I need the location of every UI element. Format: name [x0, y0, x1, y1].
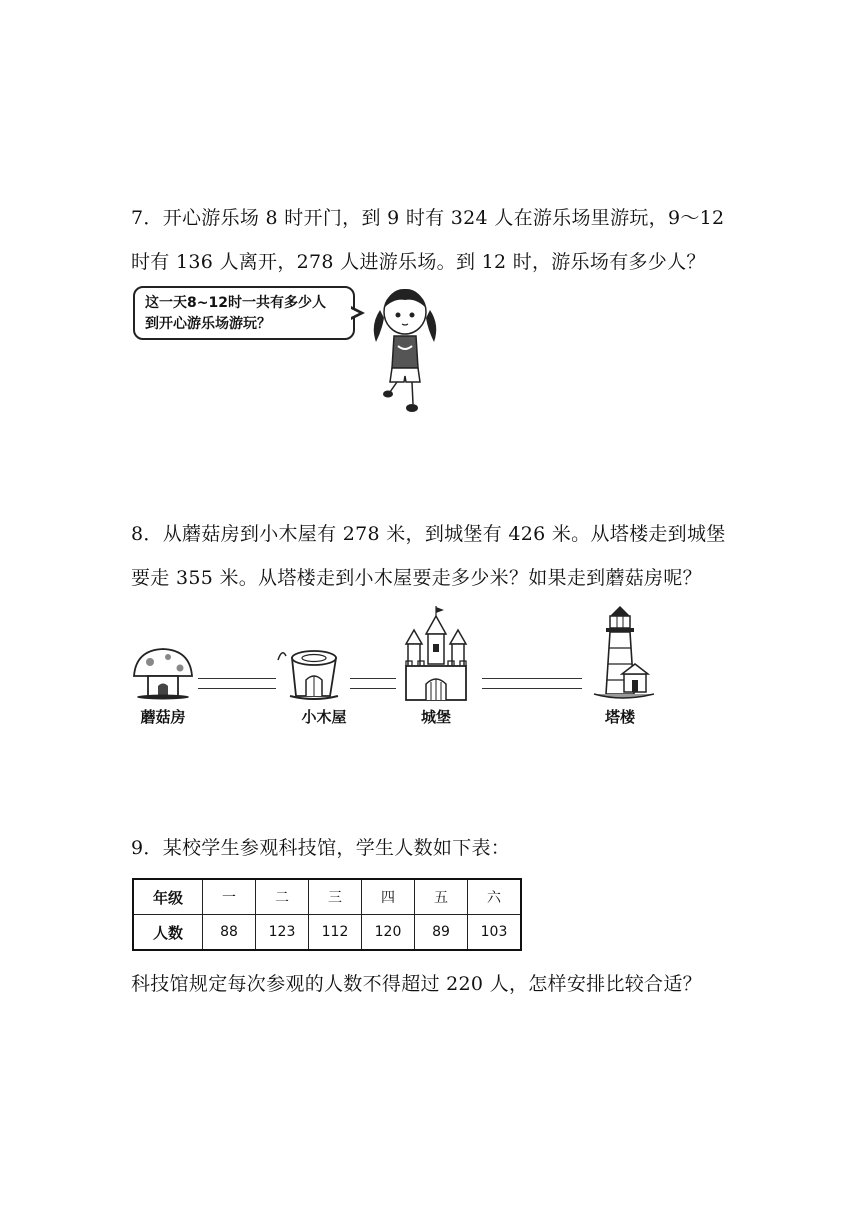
label-castle: 城堡	[420, 708, 451, 726]
table-cell: 112	[309, 915, 362, 951]
table-cell: 103	[468, 915, 522, 951]
tree-stump-house-icon	[274, 646, 348, 702]
table-cell: 120	[362, 915, 415, 951]
table-cell: 一	[203, 879, 256, 915]
label-wooden-hut: 小木屋	[301, 708, 347, 726]
girl-illustration	[370, 280, 440, 418]
road-line	[482, 678, 582, 679]
table-row	[133, 879, 521, 915]
label-tower: 塔楼	[604, 708, 635, 726]
road-line	[198, 688, 276, 689]
q9-question: 科技馆规定每次参观的人数不得超过 220 人，怎样安排比较合适？	[131, 973, 702, 995]
road-line	[482, 688, 582, 689]
speech-bubble-tail	[351, 306, 365, 320]
bubble-line-1: 这一天8~12时一共有多少人	[145, 295, 326, 311]
q8-line-2: 要走 355 米。从塔楼走到小木屋要走多少米？如果走到蘑菇房呢？	[131, 567, 702, 589]
lighthouse-icon	[588, 604, 658, 704]
speech-bubble	[133, 286, 355, 340]
q7-line-2: 时有 136 人离开，278 人进游乐场。到 12 时，游乐场有多少人？	[131, 251, 706, 273]
q9-intro: 9．某校学生参观科技馆，学生人数如下表：	[131, 837, 511, 859]
table-cell: 88	[203, 915, 256, 951]
table-row	[133, 915, 521, 951]
label-mushroom-house: 蘑菇房	[140, 708, 186, 726]
table-cell: 五	[415, 879, 468, 915]
student-count-table	[132, 878, 522, 951]
table-cell: 123	[256, 915, 309, 951]
mushroom-house-icon	[130, 646, 196, 700]
road-line	[350, 678, 396, 679]
table-cell: 三	[309, 879, 362, 915]
table-header-grade: 年级	[133, 879, 203, 915]
q7-line-1: 7．开心游乐场 8 时开门，到 9 时有 324 人在游乐场里游玩，9～12	[131, 207, 725, 229]
q8-line-1: 8．从蘑菇房到小木屋有 278 米，到城堡有 426 米。从塔楼走到城堡	[131, 523, 726, 545]
table-cell: 六	[468, 879, 522, 915]
table-header-count: 人数	[133, 915, 203, 951]
castle-icon	[402, 604, 470, 704]
road-line	[198, 678, 276, 679]
table-cell: 二	[256, 879, 309, 915]
table-cell: 四	[362, 879, 415, 915]
table-cell: 89	[415, 915, 468, 951]
bubble-line-2: 到开心游乐场游玩？	[145, 316, 271, 332]
road-line	[350, 688, 396, 689]
